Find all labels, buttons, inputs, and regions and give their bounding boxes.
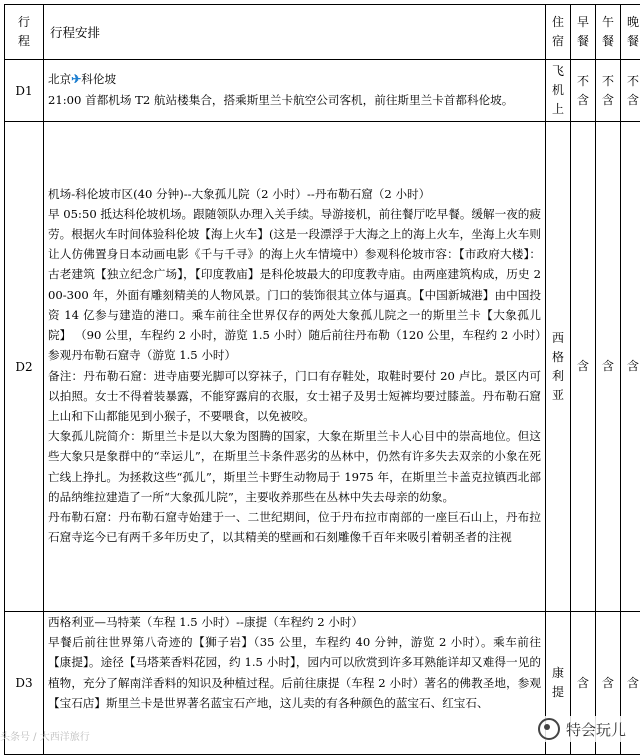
lunch-cell	[596, 122, 621, 612]
dinner-cell	[621, 60, 640, 122]
dinner-cell	[621, 122, 640, 612]
plan-cell	[44, 612, 546, 755]
plan-clip	[48, 612, 541, 752]
dinner-value: 含	[627, 357, 640, 376]
plan-route: 机场-科伦坡市区(40 分钟)--大象孤儿院（2 小时）--丹布勒石窟（2 小时）	[48, 184, 541, 204]
lunch-value: 含	[602, 674, 615, 693]
plan-note: 备注：丹布勒石窟：进寺庙要光脚可以穿袜子，门口有存鞋处，取鞋时要付 20 卢比。景区内可以拍照。女士不得着装暴露，不能穿露肩的衣服，女士裙子及男士短裤均要过膝盖。丹布勒石窟上山和下山都能见到小猴子，不要喂食，以免被咬。	[48, 366, 541, 427]
itinerary-sheet	[4, 4, 636, 755]
table-header-row	[5, 5, 640, 60]
table-row	[5, 60, 640, 122]
day-label: D1	[5, 60, 44, 122]
header-day: 行程	[18, 13, 31, 51]
plan-paragraph: 21:00 首都机场 T2 航站楼集合，搭乘斯里兰卡航空公司客机，前往斯里兰卡首都科伦坡。	[48, 90, 541, 110]
dinner-value: 不含	[627, 72, 640, 110]
breakfast-value: 含	[577, 674, 590, 693]
plane-icon: ✈	[71, 72, 81, 86]
lunch-cell	[596, 60, 621, 122]
brand-watermark	[534, 716, 630, 742]
stay-cell	[546, 122, 571, 612]
breakfast-value: 含	[577, 357, 590, 376]
header-breakfast: 早餐	[577, 13, 590, 51]
header-dinner-cell	[621, 5, 640, 60]
header-stay: 住宿	[552, 13, 565, 51]
lunch-value: 不含	[602, 72, 615, 110]
header-day-cell	[5, 5, 44, 60]
route-to: 科伦坡	[81, 72, 116, 86]
header-stay-cell	[546, 5, 571, 60]
breakfast-cell	[571, 60, 596, 122]
stay-value: 飞机上	[552, 62, 565, 119]
plan-intro: 大象孤儿院简介：斯里兰卡是以大象为图腾的国家，大象在斯里兰卡人心目中的崇高地位。但这些大象只是象群中的“幸运儿”，在斯里兰卡条件恶劣的丛林中，仍然有许多失去双亲的小象在死亡线上挣扎。为拯救这些“孤儿”，斯里兰卡野生动物局于 1975 年，在斯里兰卡盖克拉镇西北部的品纳维拉建造了一所“大象孤儿院”，主要收养那些在丛林中失去母亲的幼象。	[48, 426, 541, 507]
plan-cell	[44, 122, 546, 612]
stay-value: 西格利亚	[552, 329, 565, 405]
day-label: D2	[5, 122, 44, 612]
header-lunch-cell	[596, 5, 621, 60]
plan-cell	[44, 60, 546, 122]
header-lunch: 午餐	[602, 13, 615, 51]
route-from: 北京	[48, 72, 71, 86]
plan-paragraph: 早 05:50 抵达科伦坡机场。跟随领队办理入关手续。导游接机，前往餐厅吃早餐。缓解一夜的疲劳。根据火车时间体验科伦坡【海上火车】(这是一段漂浮于大海之上的海上火车，坐海上火车则让人仿佛置身日本动画电影《千与千寻》的海上火车情境中）参观科伦坡市容：【市政府大楼】：古老建筑【独立纪念广场】，【印度教庙】是科伦坡最大的印度教寺庙。由两座建筑构成，历史 200-300 年，外面有雕刻精美的人物风景。门口的装饰很其立体与逼真。【中国新城港】由中国投资 14 亿参与建造的港口。乘车前往全世界仅存的两处大象孤儿院之一的斯里兰卡【大象孤儿院】 （90 公里，车程约 2 小时，游览 1.5 小时）随后前往丹布勒（120 公里，车程约 2 小时）参观丹布勒石窟寺（游览 1.5 小时）	[48, 204, 541, 366]
header-breakfast-cell	[571, 5, 596, 60]
stay-value: 康提	[552, 664, 565, 702]
day-label: D3	[5, 612, 44, 755]
plan-paragraph: 早餐后前往世界第八奇迹的【狮子岩】（35 公里，车程约 40 分钟，游览 2 小时）。乘车前往【康提】。途径【马塔莱香料花园，约 1.5 小时】，园内可以欣赏到许多耳熟能详却又难得一见的植物，充分了解南洋香料的知识及种植过程。后前往康提（车程 2 小时）著名的佛教圣地，参观【宝石店】斯里兰卡是世界著名蓝宝石产地，这儿卖的有各种颜色的蓝宝石、红宝石、	[48, 632, 541, 713]
lunch-value: 含	[602, 357, 615, 376]
brand-text: 特会玩儿	[566, 719, 626, 740]
itinerary-table	[4, 4, 640, 755]
stay-cell	[546, 60, 571, 122]
plan-route: 西格利亚—马特莱（车程 1.5 小时）--康提（车程约 2 小时）	[48, 612, 541, 632]
wechat-icon	[538, 718, 560, 740]
plan-intro: 丹布勒石窟：丹布勒石窟寺始建于一、二世纪期间，位于丹布拉市南部的一座巨石山上，丹布拉石窟寺迄今已有两千多年历史了，以其精美的壁画和石刻雕像千百年来吸引着朝圣者的注视	[48, 507, 541, 547]
breakfast-value: 不含	[577, 72, 590, 110]
dinner-value: 含	[627, 674, 640, 693]
table-row	[5, 122, 640, 612]
header-dinner: 晚餐	[627, 13, 640, 51]
corner-watermark: 头条号 / 大西洋旅行	[0, 728, 90, 743]
header-plan: 行程安排	[44, 5, 546, 60]
route-line	[48, 69, 541, 89]
breakfast-cell	[571, 122, 596, 612]
